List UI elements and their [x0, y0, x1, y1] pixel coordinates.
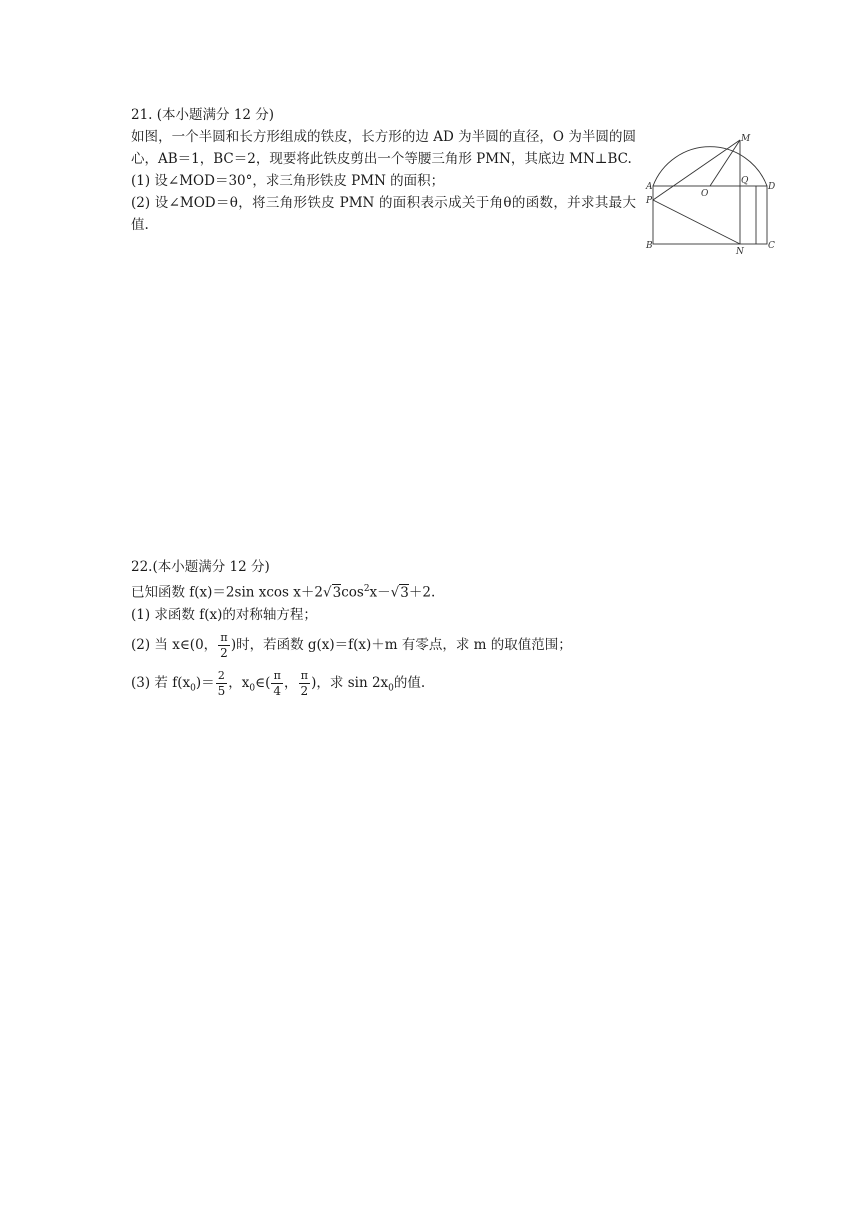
question-21-header: 21. (本小题满分 12 分) [131, 107, 275, 123]
fraction-pi-over-2-b: $\frac{\pi}{2}$ [300, 668, 309, 698]
question-21-part-1: (1) 设∠MOD＝30°，求三角形铁皮 PMN 的面积； [131, 173, 445, 189]
segment-pm [653, 140, 740, 200]
label-p: P [646, 196, 653, 206]
label-a: A [646, 182, 653, 192]
question-22-stem: 已知函数 f(x)＝2sin xcos $x+2√3\cos^2x-√3+2$. [131, 584, 436, 601]
question-22-part-3: (3) 若 $f(x_0)=$ $\frac{2}{5}$ ，$x_0\in$( $\frac{\pi}{4}$ ， $\frac{\pi}{2}$ )，求 $\sin 2x_0$的值. [131, 668, 426, 698]
question-22 [131, 556, 691, 702]
segment-pn [653, 200, 740, 244]
fraction-2-over-5: $\frac{2}{5}$ [217, 668, 226, 698]
label-n: N [736, 247, 744, 257]
fraction-pi-over-2: $\frac{\pi}{2}$ [220, 630, 228, 660]
label-q: Q [741, 176, 749, 186]
question-21-figure [644, 128, 784, 262]
rectangle-abcd [653, 186, 767, 244]
question-21-stem: 如图，一个半圆和长方形组成的铁皮，长方形的边 AD 为半圆的直径，O 为半圆的圆心，AB＝1，BC＝2，现要将此铁皮剪出一个等腰三角形 PMN，其底边 MN⊥BC. [131, 129, 636, 167]
label-b: B [646, 241, 653, 251]
question-22-header: 22.(本小题满分 12 分) [131, 559, 270, 575]
label-m: M [741, 134, 751, 144]
label-d: D [768, 182, 776, 192]
label-c: C [768, 241, 775, 251]
question-22-part-1: (1) 求函数 f(x)的对称轴方程； [131, 606, 317, 623]
question-21 [131, 104, 636, 236]
label-o: O [701, 189, 709, 199]
fraction-pi-over-4: $\frac{\pi}{4}$ [273, 668, 282, 698]
semicircle-arc [653, 147, 767, 186]
question-21-part-2: (2) 设∠MOD＝θ，将三角形铁皮 PMN 的面积表示成关于角θ的函数，并求其最大值. [131, 195, 636, 233]
question-22-part-2: (2) 当 x∈(0， $\frac{\pi}{2}$ )时，若函数 g(x)＝f(x)＋m 有零点，求 m 的取值范围； [131, 630, 572, 660]
